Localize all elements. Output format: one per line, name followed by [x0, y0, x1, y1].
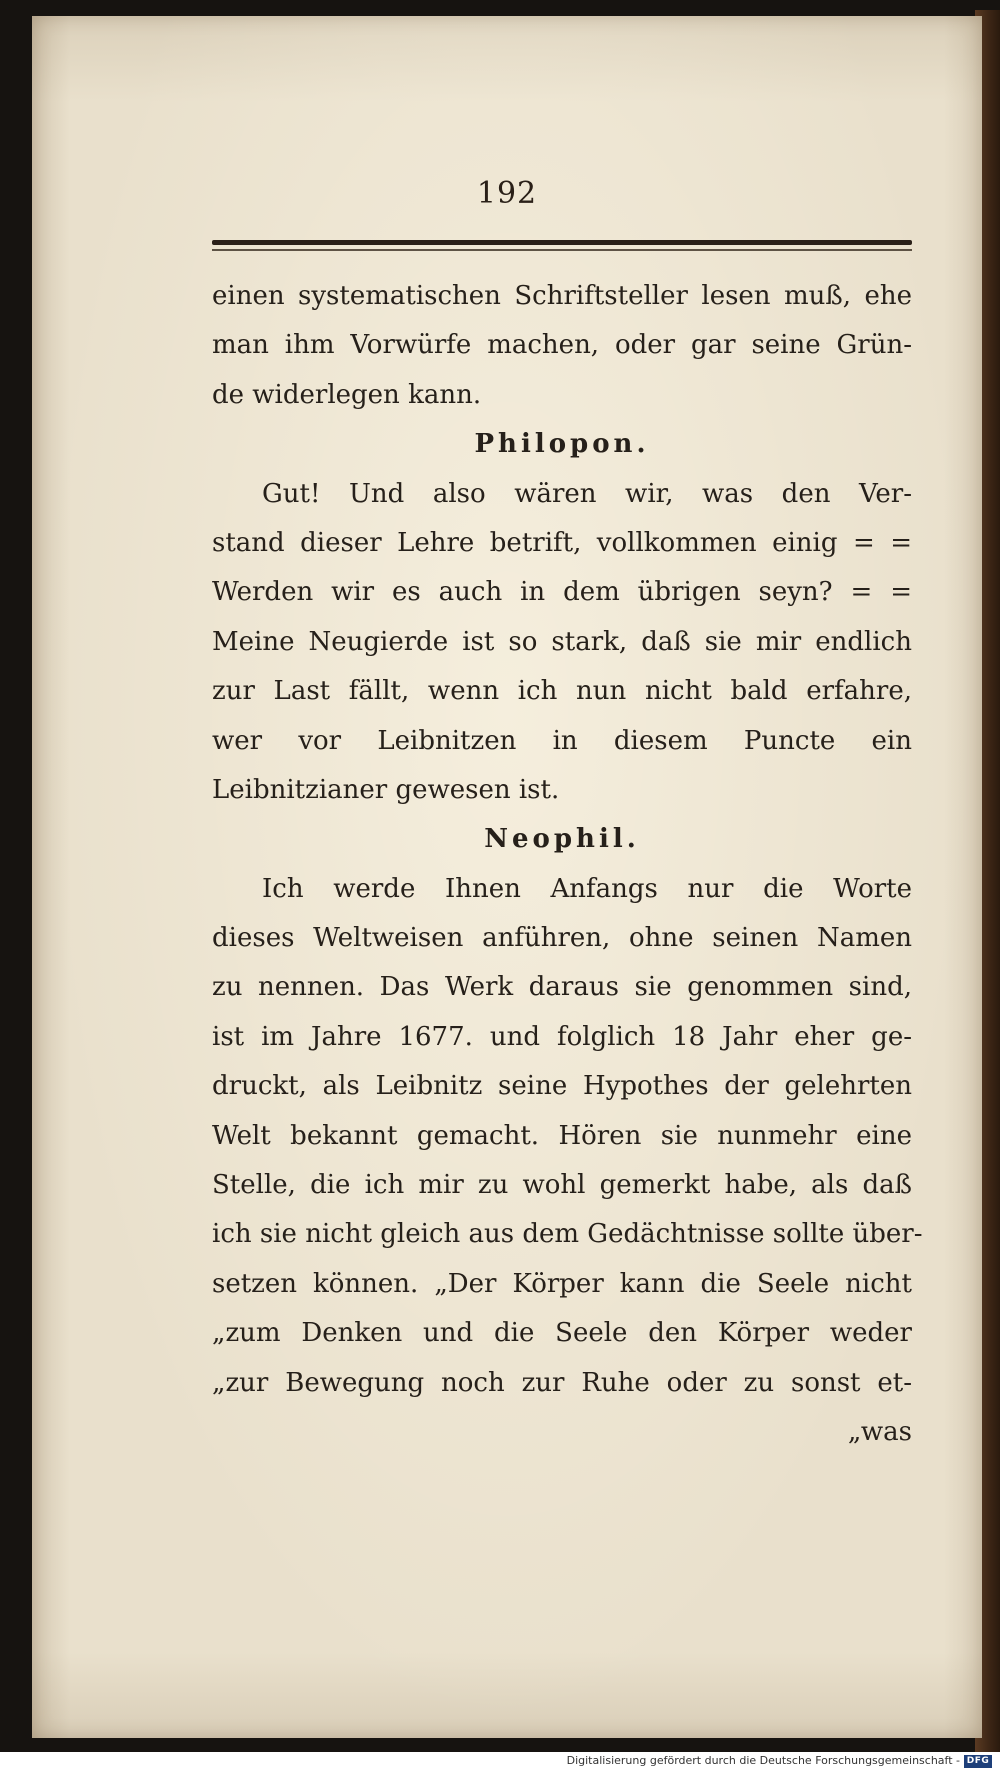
text-line: druckt, als Leibnitz seine Hypothes der gelehrten [212, 1071, 912, 1102]
text-line: dieses Weltweisen anführen, ohne seinen Namen [212, 923, 912, 954]
speaker-name: Neophil. [484, 824, 640, 855]
text-line: de widerlegen kann. [212, 379, 482, 410]
text-line: ich sie nicht gleich aus dem Gedächtnisse sollte über- [212, 1219, 923, 1250]
text-line: Werden wir es auch in dem übrigen seyn? = = [212, 577, 912, 608]
dfg-logo-icon: DFG [964, 1755, 992, 1768]
text-line: man ihm Vorwürfe machen, oder gar seine Grün- [212, 330, 912, 361]
page-text [212, 272, 923, 1457]
text-line: „zur Bewegung noch zur Ruhe oder zu sonst et- [212, 1367, 912, 1398]
text-line: Meine Neugierde ist so stark, daß sie mir endlich [212, 626, 912, 657]
text-line: einen systematischen Schriftsteller lesen muß, ehe [212, 281, 912, 311]
text-line: ist im Jahre 1677. und folglich 18 Jahr eher ge- [212, 1021, 912, 1052]
text-line: Ich werde Ihnen Anfangs nur die Worte [262, 873, 912, 904]
header-rule [212, 240, 912, 245]
page-number: 192 [476, 176, 538, 211]
text-line: Gut! Und also wären wir, was den Ver- [262, 478, 912, 509]
text-line: Stelle, die ich mir zu wohl gemerkt habe, als daß [212, 1170, 912, 1201]
text-line: „zum Denken und die Seele den Körper weder [212, 1318, 912, 1349]
book-page [32, 16, 982, 1738]
speaker-name: Philopon. [474, 429, 650, 460]
text-line: zu nennen. Das Werk daraus sie genommen sind, [212, 972, 912, 1003]
text-line: setzen können. „Der Körper kann die Seele nicht [212, 1268, 912, 1299]
footer-credit: Digitalisierung gefördert durch die Deutsche Forschungsgemeinschaft - [566, 1754, 960, 1767]
text-line: Welt bekannt gemacht. Hören sie nunmehr eine [212, 1120, 912, 1151]
text-line: wer vor Leibnitzen in diesem Puncte ein [212, 725, 912, 756]
text-line: zur Last fällt, wenn ich nun nicht bald erfahre, [212, 676, 912, 707]
text-line: Leibnitzianer gewesen ist. [212, 774, 560, 805]
text-line: stand dieser Lehre betrift, vollkommen einig = = [212, 527, 912, 558]
header-rule-thin [212, 249, 912, 251]
text-line: „was [847, 1416, 912, 1447]
